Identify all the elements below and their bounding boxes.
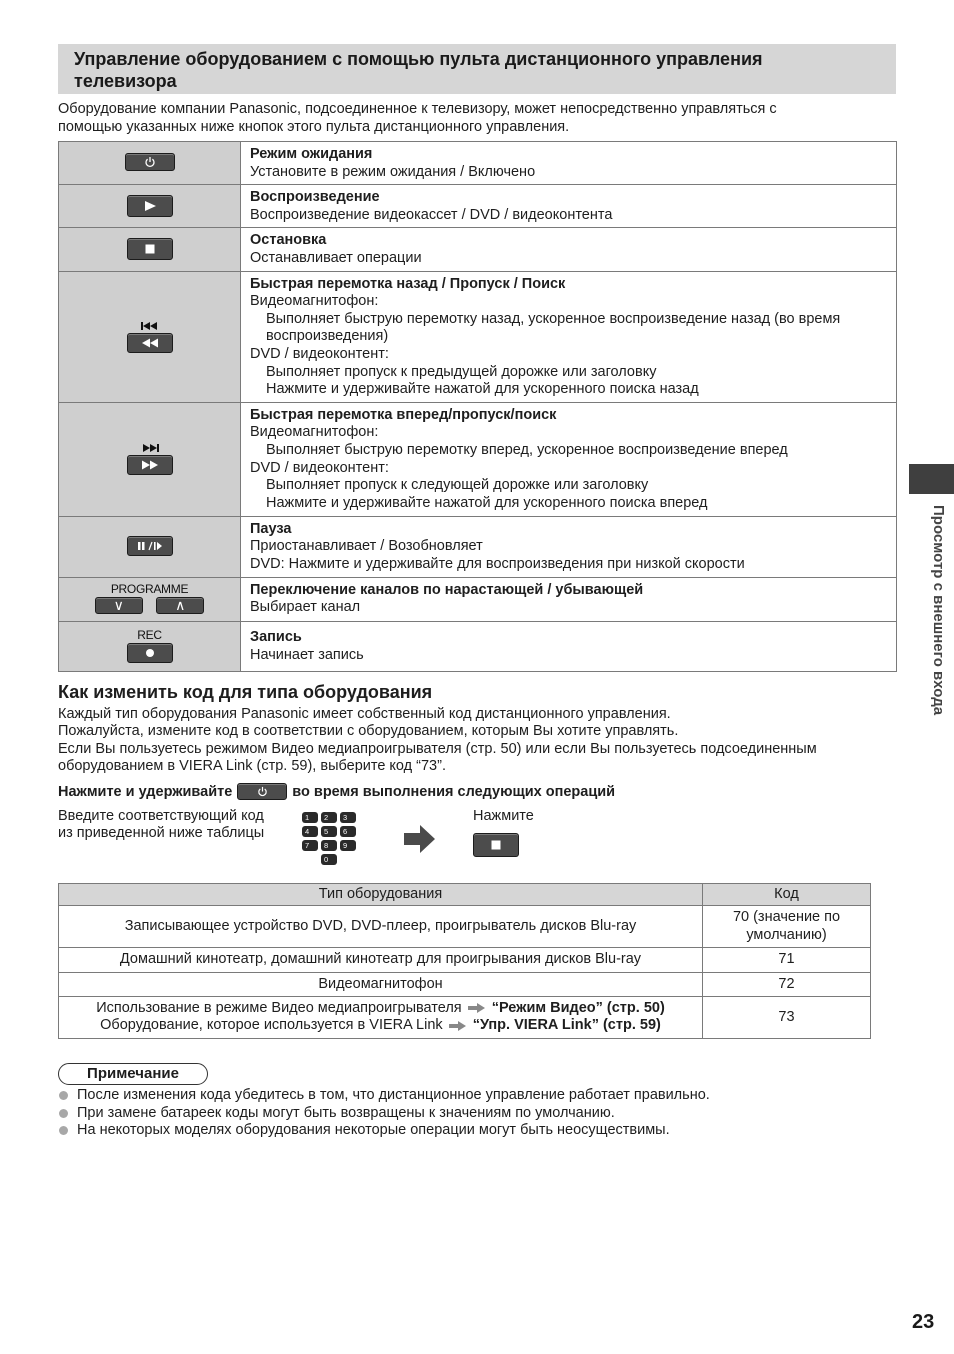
remote-buttons-table [58,141,897,672]
pause-desc-1: Приостанавливает / Возобновляет [250,538,483,555]
rec-title: Запись [250,628,302,645]
change-code-text [58,706,908,776]
enter-code-line-2: из приведенной ниже таблицы [58,825,265,842]
cell-code: 73 [703,997,871,1039]
header-code: Код [703,884,871,906]
rewind-vcr-line-2: воспроизведения) [266,328,389,345]
table-row [59,906,871,948]
change-code-line-1: Каждый тип оборудования Panasonic имеет собственный код дистанционного управления. [58,706,671,722]
press-hold-instruction [58,783,615,800]
button-cell [59,402,241,516]
side-tab-marker [909,464,954,494]
page-number: 23 [912,1311,935,1333]
cell-type: Записывающее устройство DVD, DVD-плеер, проигрыватель дисков Blu-ray [59,906,703,948]
play-icon [143,200,157,212]
press-hold-before: Нажмите и удерживайте [58,783,233,800]
table-header-row [59,884,871,906]
description-cell [241,621,897,671]
play-desc: Воспроизведение видеокассет / DVD / видеоконтента [250,206,613,223]
press-hold-after: во время выполнения следующих операций [292,783,616,800]
list-item [58,1105,858,1123]
section-title [58,44,896,94]
play-button[interactable] [127,195,173,217]
fast-forward-icon [141,460,159,470]
cell-type [59,997,703,1039]
button-cell [59,516,241,577]
description-cell [241,402,897,516]
section-title-line-2: телевизора [74,71,177,91]
forward-dvd-line-1: Выполняет пропуск к следующей дорожке или заголовку [266,477,649,494]
table-row [59,972,871,996]
rewind-button[interactable] [127,333,173,353]
stop-button[interactable] [127,238,173,260]
rewind-vcr-line-1: Выполняет быструю перемотку назад, ускоренное воспроизведение назад (во время [266,310,841,327]
bullet-icon [59,1091,68,1100]
rewind-dvd-line-1: Выполняет пропуск к предыдущей дорожке или заголовку [266,363,657,380]
stop-desc: Останавливает операции [250,249,422,266]
programme-label: PROGRAMME [110,582,189,596]
intro-line-1: Оборудование компании Panasonic, подсоединенное к телевизору, может непосредственно управляться с [58,101,777,117]
header-type: Тип оборудования [59,884,703,906]
description-cell [241,516,897,577]
button-cell [59,621,241,671]
numpad-key: 3 [340,812,356,823]
enter-code-line-1: Введите соответствующий код [58,808,264,824]
forward-vcr-line-1: Выполняет быструю перемотку вперед, ускоренное воспроизведение вперед [266,441,788,458]
pause-desc-2: DVD: Нажмите и удерживайте для воспроизведения при низкой скорости [250,555,745,572]
record-icon [145,648,155,658]
cell-code: 72 [703,972,871,996]
power-button-inline [237,783,287,800]
stop-title: Остановка [250,232,327,249]
description-cell [241,185,897,228]
intro-line-2: помощью указанных ниже кнопок этого пульта дистанционного управления. [58,118,570,135]
stop-button-inline [473,833,519,857]
numpad-key: 1 [302,812,318,823]
power-icon [144,156,156,168]
numpad-key: 5 [321,826,337,837]
side-tab-label: Просмотр с внешнего входа [930,505,947,716]
viera-link-ref: “Упр. VIERA Link” (стр. 59) [472,1017,661,1034]
media-player-ref: “Режим Видео” (стр. 50) [491,1000,665,1017]
power-icon [257,786,268,797]
note-label: Примечание [58,1063,208,1085]
skip-back-icon [139,321,161,331]
button-cell [59,228,241,271]
table-row [59,577,897,621]
forward-dvd-line-2: Нажмите и удерживайте нажатой для ускоренного поиска вперед [266,494,708,511]
note-list [58,1087,858,1140]
forward-vcr-label: Видеомагнитофон: [250,424,379,441]
bullet-icon [59,1126,68,1135]
intro-text [58,101,878,136]
list-item [58,1122,858,1140]
numpad-key: 6 [340,826,356,837]
pause-title: Пауза [250,520,292,537]
numpad-key: 9 [340,840,356,851]
change-code-line-3: Если Вы пользуетесь режимом Видео медиапроигрывателя (стр. 50) или если Вы пользуетесь подсоединенным [58,740,817,757]
programme-desc: Выбирает канал [250,599,361,616]
table-row [59,402,897,516]
chevron-down-icon: ∨ [113,597,124,613]
rec-desc: Начинает запись [250,646,364,663]
table-row [59,228,897,271]
table-row [59,185,897,228]
chevron-up-icon: ∧ [175,597,186,613]
arrow-right-icon [404,824,436,859]
table-row [59,621,897,671]
cell-code: 70 (значение по умолчанию) [703,906,871,948]
forward-title: Быстрая перемотка вперед/пропуск/поиск [250,406,557,423]
table-row [59,142,897,185]
numpad-key: 0 [321,854,337,865]
rewind-title: Быстрая перемотка назад / Пропуск / Поиск [250,275,566,292]
press-label: Нажмите [473,808,534,824]
rewind-vcr-label: Видеомагнитофон: [250,293,379,310]
numpad-key: 8 [321,840,337,851]
section-title-line-1: Управление оборудованием с помощью пульта дистанционного управления [74,49,763,69]
stop-button-shape [473,833,519,857]
rec-label: REC [137,628,162,642]
note-text: После изменения кода убедитесь в том, что дистанционное управление работает правильно. [77,1087,710,1103]
arrow-right-icon [449,1021,467,1031]
list-item [58,1087,858,1105]
table-row [59,271,897,402]
numpad-key: 2 [321,812,337,823]
change-code-line-4: оборудованием в VIERA Link (стр. 59), выберите код “73”. [58,758,446,775]
table-row [59,516,897,577]
numpad-key: 7 [302,840,318,851]
button-cell [59,271,241,402]
description-cell [241,577,897,621]
media-player-text: Использование в режиме Видео медиапроигрывателя [96,1000,462,1017]
note-text: При замене батареек коды могут быть возвращены к значениям по умолчанию. [77,1104,615,1121]
description-cell [241,228,897,271]
pause-button[interactable] [127,536,173,556]
button-cell [59,577,241,621]
button-cell [59,142,241,185]
arrow-right-icon [468,1003,486,1013]
note-text: На некоторых моделях оборудования некоторые операции могут быть неосуществимы. [77,1122,670,1139]
standby-title: Режим ожидания [250,146,373,162]
change-code-heading: Как изменить код для типа оборудования [58,682,433,702]
pause-icon [136,540,164,552]
skip-forward-icon [139,443,161,453]
bullet-icon [59,1109,68,1118]
channel-down-button[interactable] [95,597,143,614]
fast-forward-button[interactable] [127,455,173,475]
viera-link-text: Оборудование, которое используется в VIERA Link [100,1017,443,1034]
cell-type: Домашний кинотеатр, домашний кинотеатр для проигрывания дисков Blu-ray [59,948,703,972]
code-table [58,883,871,1039]
rewind-dvd-line-2: Нажмите и удерживайте нажатой для ускоренного поиска назад [266,381,699,398]
cell-type: Видеомагнитофон [59,972,703,996]
enter-code-text [58,808,298,843]
play-title: Воспроизведение [250,189,380,206]
stop-icon [144,243,156,255]
table-row [59,997,871,1039]
programme-title: Переключение каналов по нарастающей / убывающей [250,581,644,598]
standby-button[interactable] [125,153,175,171]
table-row [59,948,871,972]
change-code-line-2: Пожалуйста, измените код в соответствии с оборудованием, которым Вы хотите управлять. [58,723,679,740]
standby-desc: Установите в режим ожидания / Включено [250,163,536,180]
description-cell [241,271,897,402]
numpad-key: 4 [302,826,318,837]
rewind-dvd-label: DVD / видеоконтент: [250,345,389,362]
rewind-icon [141,338,159,348]
stop-icon [490,839,502,851]
cell-code: 71 [703,948,871,972]
rec-button[interactable] [127,643,173,663]
button-cell [59,185,241,228]
channel-up-button[interactable] [156,597,204,614]
forward-dvd-label: DVD / видеоконтент: [250,459,389,476]
description-cell [241,142,897,185]
